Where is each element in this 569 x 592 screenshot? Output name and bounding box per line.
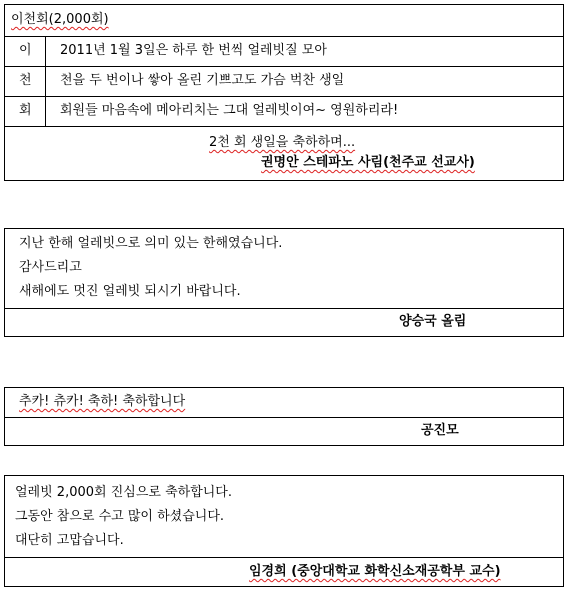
box1-title-row: [5, 5, 563, 37]
congrats-line: 2천 회 생일을 축하하며...: [209, 135, 356, 150]
box3-signature: 공진모: [421, 423, 459, 438]
box3-line-1: 추카! 츄카! 축하! 축하합니다: [19, 394, 186, 409]
box2-line-1: 지난 한해 얼레빗으로 의미 있는 한해였습니다.: [19, 236, 283, 251]
box1-title: 이천회(2,000회): [11, 12, 109, 27]
acrostic-row-2: [5, 67, 563, 97]
box2-line-2: 감사드리고: [19, 260, 82, 275]
box2-line-3: 새해에도 멋진 얼레빗 되시기 바랍니다.: [19, 284, 241, 299]
box4-line-1: 얼레빗 2,000회 진심으로 축하합니다.: [15, 485, 232, 500]
box2-signature: 양승국 올림: [399, 314, 467, 329]
acrostic-row-1: [5, 37, 563, 67]
acrostic-row-3: [5, 97, 563, 127]
message-box-1: [4, 4, 564, 181]
acrostic-label-2: 천: [19, 73, 32, 88]
acrostic-text-3: 회원들 마음속에 메아리치는 그대 얼레빗이여~ 영원하리라!: [60, 103, 399, 118]
acrostic-label-1: 이: [19, 43, 32, 58]
box3-body: [5, 388, 563, 418]
box2-body: [5, 229, 563, 309]
box1-signature: 권명안 스테파노 사림(천주교 선교사): [261, 155, 475, 170]
box4-signature: 임경희 (중앙대학교 화학신소재공학부 교수): [249, 564, 501, 579]
box2-footer: [5, 309, 563, 336]
message-box-2: [4, 228, 564, 337]
message-box-4: [4, 475, 564, 587]
box4-line-3: 대단히 고맙습니다.: [15, 533, 124, 548]
box4-body: [5, 476, 563, 558]
box3-footer: [5, 418, 563, 445]
message-box-3: [4, 387, 564, 446]
acrostic-text-2: 천을 두 번이나 쌓아 올린 기쁘고도 가슴 벅찬 생일: [60, 73, 345, 88]
box1-footer: [5, 127, 563, 180]
box4-line-2: 그동안 참으로 수고 많이 하셨습니다.: [15, 509, 225, 524]
acrostic-text-1: 2011년 1월 3일은 하루 한 번씩 얼레빗질 모아: [60, 43, 327, 58]
box4-footer: [5, 558, 563, 586]
acrostic-label-3: 회: [19, 103, 32, 118]
